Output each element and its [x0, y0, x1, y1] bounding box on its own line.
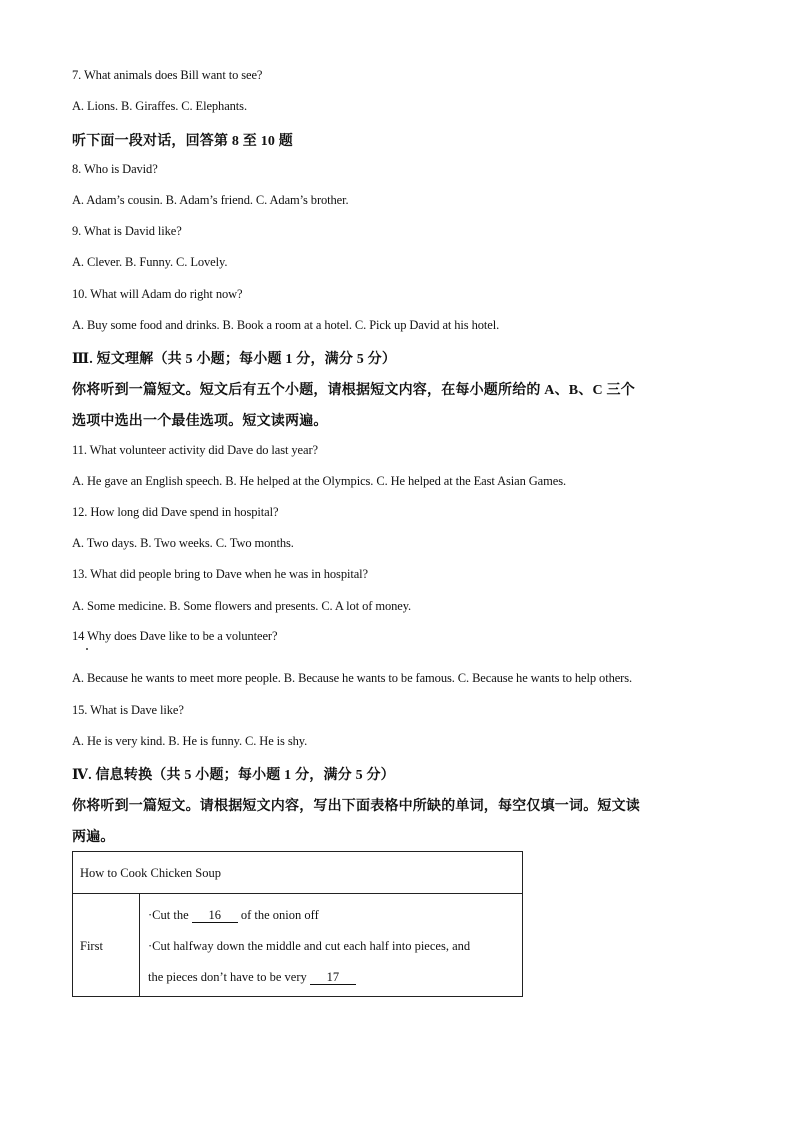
- step-label: First: [80, 939, 103, 953]
- question-15-options: A. He is very kind. B. He is funny. C. He is shy.: [72, 734, 308, 748]
- question-8-options: A. Adam’s cousin. B. Adam’s friend. C. Adam’s brother.: [72, 193, 349, 207]
- question-7: 7. What animals does Bill want to see?: [72, 68, 263, 82]
- table-line-3: [148, 970, 356, 985]
- table-line-1: [148, 908, 319, 923]
- table-line-2: ·Cut halfway down the middle and cut each half into pieces, and: [148, 939, 471, 953]
- answer-blank-16[interactable]: 16: [192, 909, 238, 923]
- section-4-instructions-2: 两遍。: [72, 830, 115, 845]
- section-4-instructions-1: 你将听到一篇短文。请根据短文内容，写出下面表格中所缺的单词，每空仅填一词。短文读: [72, 799, 640, 814]
- dialogue-heading: 听下面一段对话，回答第 8 至 10 题: [72, 134, 293, 149]
- question-11-options: A. He gave an English speech. B. He helped at the Olympics. C. He helped at the East Asian Games.: [72, 474, 566, 488]
- section-3-heading: Ⅲ. 短文理解（共 5 小题；每小题 1 分，满分 5 分）: [72, 352, 397, 367]
- question-9-options: A. Clever. B. Funny. C. Lovely.: [72, 255, 228, 269]
- question-13-options: A. Some medicine. B. Some flowers and presents. C. A lot of money.: [72, 599, 412, 613]
- line-1-after: of the onion off: [237, 908, 319, 922]
- table-title-row: [73, 852, 522, 894]
- table-title: How to Cook Chicken Soup: [80, 866, 221, 880]
- question-15: 15. What is Dave like?: [72, 703, 184, 717]
- line-3-before: the pieces don’t have to be very: [148, 970, 310, 984]
- question-13: 13. What did people bring to Dave when he was in hospital?: [72, 567, 368, 581]
- question-14-options: A. Because he wants to meet more people. B. Because he wants to be famous. C. Because he wants to help others.: [72, 671, 633, 685]
- line-1-before: ·Cut the: [148, 908, 192, 922]
- question-7-options: A. Lions. B. Giraffes. C. Elephants.: [72, 99, 247, 113]
- question-11: 11. What volunteer activity did Dave do last year?: [72, 443, 318, 457]
- section-3-instructions-1: 你将听到一篇短文。短文后有五个小题，请根据短文内容，在每小题所给的 A、B、C 三个: [72, 383, 635, 398]
- recipe-table: [72, 851, 523, 997]
- answer-blank-17[interactable]: 17: [310, 971, 356, 985]
- question-12: 12. How long did Dave spend in hospital?: [72, 505, 279, 519]
- question-10: 10. What will Adam do right now?: [72, 287, 243, 301]
- question-12-options: A. Two days. B. Two weeks. C. Two months.: [72, 536, 294, 550]
- question-9: 9. What is David like?: [72, 224, 182, 238]
- section-3-instructions-2: 选项中选出一个最佳选项。短文读两遍。: [72, 414, 328, 429]
- section-4-heading: Ⅳ. 信息转换（共 5 小题；每小题 1 分，满分 5 分）: [72, 768, 395, 783]
- table-column-divider: [139, 894, 140, 996]
- question-14: 14 Why does Dave like to be a volunteer?: [72, 629, 278, 643]
- stray-dot: [86, 648, 88, 650]
- question-10-options: A. Buy some food and drinks. B. Book a room at a hotel. C. Pick up David at his hotel.: [72, 318, 500, 332]
- question-8: 8. Who is David?: [72, 162, 158, 176]
